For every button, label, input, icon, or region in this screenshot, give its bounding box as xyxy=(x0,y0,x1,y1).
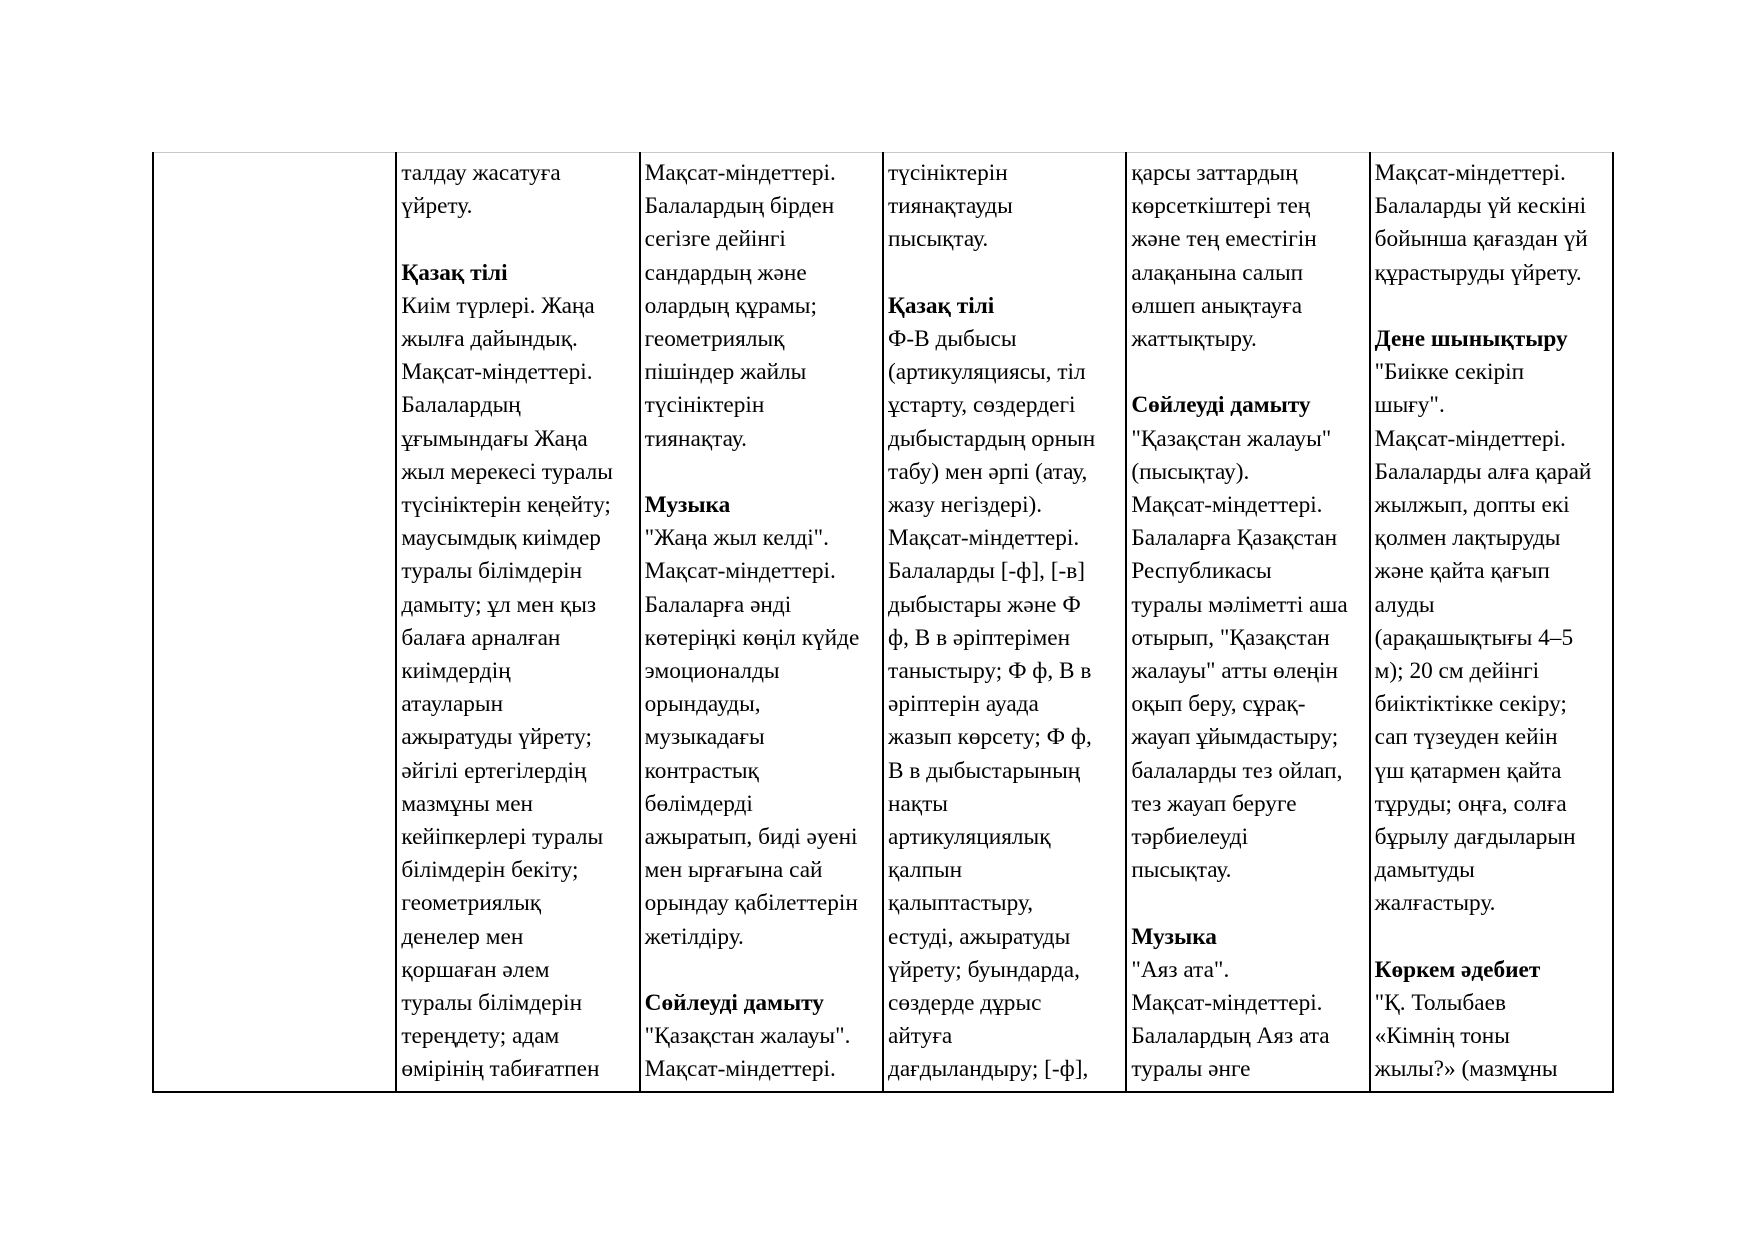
blank-line xyxy=(1375,921,1608,954)
text-line: (арақашықтығы 4–5 xyxy=(1374,624,1574,651)
text-line: тез жауап беруге xyxy=(1131,790,1297,817)
text-line: әйгілі ертегілердің xyxy=(401,757,587,784)
text-line: Мақсат-міндеттері. xyxy=(644,1056,836,1083)
section-heading: Дене шынықтыру xyxy=(1374,326,1568,352)
text-line: қалпын xyxy=(887,857,963,884)
text-line: туралы білімдерін xyxy=(401,558,583,585)
text-line: жалауы" атты өлеңін xyxy=(1131,658,1338,685)
text-line: кейіпкерлері туралы xyxy=(401,824,604,851)
section-heading: Сөйлеуді дамыту xyxy=(1131,392,1311,419)
text-line: Балалардың Аяз ата xyxy=(1131,1023,1330,1050)
text-line: тиянақтауды xyxy=(887,193,1013,220)
text-line: ажыратуды үйрету; xyxy=(401,724,592,751)
text-line: маусымдық киімдер xyxy=(401,525,601,552)
section-heading: Сөйлеуді дамыту xyxy=(644,990,824,1017)
text-line: (артикуляциясы, тіл xyxy=(887,359,1086,386)
text-line: шығу". xyxy=(1374,392,1445,419)
text-line: көрсеткіштері тең xyxy=(1131,193,1311,220)
text-line: дамыту; ұл мен қыз xyxy=(401,591,597,618)
section-heading: Көркем әдебиет xyxy=(1374,956,1541,983)
text-line: биіктіктікке секіру; xyxy=(1374,691,1567,718)
text-line: "Қазақстан жалауы". xyxy=(644,1023,851,1050)
text-line: Мақсат-міндеттері. xyxy=(1131,990,1323,1017)
text-line: түсініктерін кеңейту; xyxy=(401,492,611,519)
section-heading: Музыка xyxy=(1131,923,1217,950)
text-line: талдау жасатуға xyxy=(401,160,561,186)
text-line: дағдыландыру; [-ф], xyxy=(887,1056,1089,1083)
text-line: қарсы заттардың xyxy=(1131,160,1298,186)
text-line: тереңдету; адам xyxy=(401,1023,560,1050)
text-line: "Аяз ата". xyxy=(1131,956,1230,983)
text-line: алақанына салып xyxy=(1131,259,1304,286)
text-line: (пысықтау). xyxy=(1131,458,1250,485)
blank-line xyxy=(1375,290,1608,323)
blank-line xyxy=(1131,356,1364,389)
text-line: ф, В в әріптерімен xyxy=(887,624,1071,651)
text-line: туралы әнге xyxy=(1131,1056,1251,1083)
text-line: дамытуды xyxy=(1374,857,1475,884)
text-line: Мақсат-міндеттері. xyxy=(401,359,593,386)
blank-line xyxy=(1131,887,1364,920)
text-line: музыкадағы xyxy=(644,724,765,751)
text-line: түсініктерін xyxy=(644,392,765,419)
text-line: орындау қабілеттерін xyxy=(644,890,858,917)
text-line: Республикасы xyxy=(1131,558,1272,585)
text-line: пішіндер жайлы xyxy=(644,359,807,386)
column-empty xyxy=(153,153,396,1093)
text-line: Мақсат-міндеттері. xyxy=(1374,160,1566,186)
text-line: үш қатармен қайта xyxy=(1374,757,1562,784)
text-line: бойынша қағаздан үй xyxy=(1374,226,1588,253)
text-line: мен ырғағына сай xyxy=(644,857,823,884)
text-line: денелер мен xyxy=(401,923,524,950)
text-line: киімдердің xyxy=(401,658,511,685)
text-line: В в дыбыстарының xyxy=(887,757,1081,784)
text-line: балаларды тез ойлап, xyxy=(1131,757,1343,784)
text-line: қоршаған әлем xyxy=(401,956,550,983)
text-line: түсініктерін xyxy=(887,160,1008,186)
text-line: дыбыстардың орнын xyxy=(887,425,1096,452)
text-line: жалғастыру. xyxy=(1374,890,1496,917)
text-line: Балаларға әнді xyxy=(644,591,792,618)
text-line: олардың құрамы; xyxy=(644,292,817,319)
text-line: әріптерін ауада xyxy=(887,691,1039,718)
text-line: дыбыстары және Ф xyxy=(887,591,1081,618)
table-row xyxy=(153,153,1613,1093)
text-line: сандардың және xyxy=(644,259,807,286)
section-heading: Музыка xyxy=(644,492,731,519)
text-line: тиянақтау. xyxy=(644,425,747,452)
text-line: пысықтау. xyxy=(887,226,989,253)
text-line: м); 20 см дейінгі xyxy=(1374,658,1540,685)
text-line: Балаларды [-ф], [-в] xyxy=(887,558,1086,585)
text-line: өлшеп анықтауға xyxy=(1131,292,1303,319)
text-line: контрастық xyxy=(644,757,759,784)
text-line: отырып, "Қазақстан xyxy=(1131,624,1330,651)
text-line: үйрету; буындарда, xyxy=(887,956,1080,983)
text-line: Балаларды үй кескіні xyxy=(1374,193,1587,220)
text-line: сап түзеуден кейін xyxy=(1374,724,1558,751)
text-line: табу) мен әрпі (атау, xyxy=(887,458,1088,485)
column-2 xyxy=(396,153,639,1093)
column-4 xyxy=(883,153,1126,1093)
text-line: өмірінің табиғатпен xyxy=(401,1056,600,1083)
text-line: айтуға xyxy=(887,1023,953,1050)
text-line: жетілдіру. xyxy=(644,923,744,950)
text-line: геометриялық xyxy=(644,326,785,353)
blank-line xyxy=(645,954,878,987)
text-line: жазып көрсету; Ф ф, xyxy=(887,724,1092,751)
text-line: Балаларды алға қарай xyxy=(1374,458,1592,485)
text-line: Ф-В дыбысы xyxy=(887,326,1017,352)
text-line: алуды xyxy=(1374,591,1435,618)
text-line: мазмұны мен xyxy=(401,790,534,817)
text-line: Мақсат-міндеттері. xyxy=(644,160,836,186)
blank-line xyxy=(888,257,1121,290)
text-line: ажыратып, биді әуені xyxy=(644,824,858,851)
text-line: артикуляциялық xyxy=(887,824,1051,851)
text-line: білімдерін бекіту; xyxy=(401,857,579,884)
text-line: таныстыру; Ф ф, В в xyxy=(887,658,1092,685)
text-line: естуді, ажыратуды xyxy=(887,923,1071,950)
text-line: бөлімдерді xyxy=(644,790,753,817)
text-line: жыл мерекесі туралы xyxy=(401,458,613,485)
text-line: қалыптастыру, xyxy=(887,890,1034,917)
column-5 xyxy=(1126,153,1369,1093)
text-line: Мақсат-міндеттері. xyxy=(1131,492,1323,519)
text-line: Мақсат-міндеттері. xyxy=(1374,425,1566,452)
text-line: Балаларға Қазақстан xyxy=(1131,525,1338,552)
text-line: Мақсат-міндеттері. xyxy=(887,525,1080,552)
text-line: жылы?» (мазмұны xyxy=(1374,1056,1558,1083)
text-line: Балалардың бірден xyxy=(644,193,835,220)
text-line: "Қ. Толыбаев xyxy=(1374,990,1506,1017)
text-line: жаттықтыру. xyxy=(1131,326,1257,353)
text-line: эмоционалды xyxy=(644,658,780,685)
schedule-table xyxy=(152,152,1614,1093)
text-line: "Жаңа жыл келді". xyxy=(644,525,829,552)
text-line: геометриялық xyxy=(401,890,542,917)
blank-line xyxy=(645,456,878,489)
text-line: балаға арналған xyxy=(401,624,561,651)
text-line: атауларын xyxy=(401,691,504,718)
text-line: үйрету. xyxy=(401,193,473,220)
text-line: көтеріңкі көңіл күйде xyxy=(644,624,860,651)
text-line: нақты xyxy=(887,790,948,817)
text-line: ұғымындағы Жаңа xyxy=(401,425,588,452)
text-line: Балалардың xyxy=(401,392,521,419)
text-line: пысықтау. xyxy=(1131,857,1232,884)
section-heading: Қазақ тілі xyxy=(401,259,508,286)
section-heading: Қазақ тілі xyxy=(887,292,995,319)
text-line: сегізге дейінгі xyxy=(644,226,786,253)
text-line: жазу негіздері). xyxy=(887,492,1043,519)
text-line: орындауды, xyxy=(644,691,761,718)
blank-line xyxy=(401,223,634,256)
text-line: және қайта қағып xyxy=(1374,558,1550,585)
text-line: және тең еместігін xyxy=(1131,226,1317,253)
text-line: «Кімнің тоны xyxy=(1374,1023,1510,1050)
text-line: құрастыруды үйрету. xyxy=(1374,259,1582,286)
text-line: ұстарту, сөздердегі xyxy=(887,392,1076,419)
text-line: туралы білімдерін xyxy=(401,990,583,1017)
text-line: тәрбиелеуді xyxy=(1131,824,1249,851)
text-line: бұрылу дағдыларын xyxy=(1374,824,1576,851)
text-line: "Биікке секіріп xyxy=(1374,359,1525,386)
column-6 xyxy=(1370,153,1613,1093)
text-line: туралы мәліметті аша xyxy=(1131,591,1348,618)
text-line: сөздерде дұрыс xyxy=(887,990,1042,1017)
text-line: "Қазақстан жалауы" xyxy=(1131,425,1332,452)
text-line: тұруды; оңға, солға xyxy=(1374,790,1567,817)
column-3 xyxy=(640,153,883,1093)
text-line: қолмен лақтыруды xyxy=(1374,525,1561,552)
text-line: жылжып, допты екі xyxy=(1374,492,1570,519)
text-line: жауап ұйымдастыру; xyxy=(1131,724,1339,751)
text-line: оқып беру, сұрақ- xyxy=(1131,691,1306,718)
text-line: Мақсат-міндеттері. xyxy=(644,558,836,585)
text-line: жылға дайындық. xyxy=(401,326,578,352)
text-line: Киім түрлері. Жаңа xyxy=(401,292,595,319)
